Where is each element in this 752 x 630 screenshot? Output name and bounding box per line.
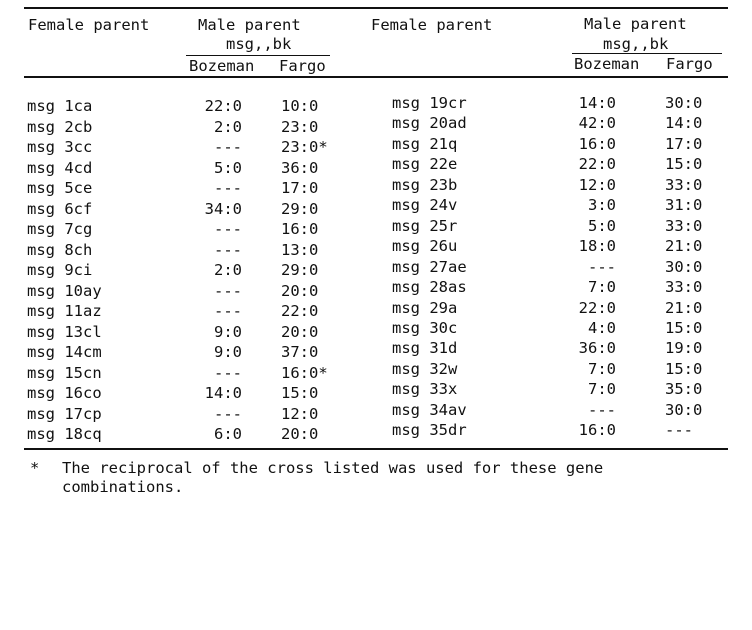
fargo-cell: 13:0	[281, 240, 319, 259]
female-parent-cell: msg 10ay	[27, 281, 102, 300]
female-parent-cell: msg 30c	[392, 318, 458, 337]
female-parent-cell: msg 29a	[392, 298, 458, 317]
bozeman-cell: 16:0	[578, 421, 616, 440]
male-parent-rule-right	[572, 53, 722, 54]
header-female-parent-right: Female parent	[371, 16, 493, 34]
fargo-cell: 23:0*	[281, 138, 328, 157]
fargo-cell: 22:0	[281, 302, 319, 321]
fargo-cell: 21:0	[665, 237, 703, 256]
fargo-cell: 15:0	[281, 384, 319, 403]
header-male-genotype-left: msg,,bk	[226, 35, 292, 53]
fargo-cell: 12:0	[281, 404, 319, 423]
bozeman-cell: 42:0	[578, 114, 616, 133]
female-parent-cell: msg 34av	[392, 400, 467, 419]
female-parent-cell: msg 27ae	[392, 257, 467, 276]
female-parent-cell: msg 26u	[392, 237, 458, 256]
female-parent-cell: msg 35dr	[392, 421, 467, 440]
bozeman-cell: 14:0	[204, 384, 242, 403]
fargo-cell: 29:0	[281, 199, 319, 218]
bozeman-cell: ---	[214, 281, 242, 300]
female-parent-cell: msg 1ca	[27, 97, 93, 115]
bozeman-cell: ---	[214, 404, 242, 423]
female-parent-cell: msg 16co	[27, 384, 102, 403]
bozeman-cell: 6:0	[214, 425, 242, 444]
bozeman-cell: 4:0	[588, 318, 616, 337]
fargo-cell: 23:0	[281, 117, 319, 136]
female-parent-cell: msg 21q	[392, 134, 458, 153]
female-parent-cell: msg 17cp	[27, 404, 102, 423]
header-fargo-right: Fargo	[666, 55, 713, 73]
female-parent-cell: msg 14cm	[27, 343, 102, 362]
header-male-parent-right: Male parent	[584, 15, 687, 33]
top-rule	[24, 7, 728, 9]
fargo-cell: 33:0	[665, 175, 703, 194]
bozeman-cell: 14:0	[578, 94, 616, 112]
female-parent-cell: msg 31d	[392, 339, 458, 358]
fargo-cell: 33:0	[665, 216, 703, 235]
fargo-cell: 21:0	[665, 298, 703, 317]
bozeman-cell: ---	[214, 240, 242, 259]
fargo-cell: 31:0	[665, 196, 703, 215]
fargo-cell: 29:0	[281, 261, 319, 280]
bozeman-cell: 9:0	[214, 322, 242, 341]
bozeman-cell: 12:0	[578, 175, 616, 194]
bottom-rule	[24, 448, 728, 450]
female-parent-cell: msg 8ch	[27, 240, 93, 259]
fargo-cell: 30:0	[665, 257, 703, 276]
bozeman-cell: ---	[214, 179, 242, 198]
header-bozeman-right: Bozeman	[574, 55, 640, 73]
female-parent-cell: msg 24v	[392, 196, 458, 215]
header-bozeman-left: Bozeman	[189, 57, 255, 75]
female-parent-cell: msg 23b	[392, 175, 458, 194]
bozeman-cell: ---	[588, 400, 616, 419]
bozeman-cell: 9:0	[214, 343, 242, 362]
female-parent-cell: msg 22e	[392, 155, 458, 174]
bozeman-cell: 5:0	[588, 216, 616, 235]
bozeman-cell: ---	[214, 363, 242, 382]
female-parent-cell: msg 19cr	[392, 94, 467, 112]
fargo-cell: 15:0	[665, 155, 703, 174]
bozeman-cell: 22:0	[204, 97, 242, 115]
fargo-cell: 16:0	[281, 220, 319, 239]
female-parent-cell: msg 9ci	[27, 261, 93, 280]
fargo-cell: 20:0	[281, 281, 319, 300]
bozeman-cell: 36:0	[578, 339, 616, 358]
fargo-cell: 19:0	[665, 339, 703, 358]
fargo-cell: 30:0	[665, 94, 703, 112]
female-parent-cell: msg 33x	[392, 380, 458, 399]
footnote-text: The reciprocal of the cross listed was used for these gene combinations.	[62, 459, 604, 496]
male-parent-rule-left	[186, 55, 330, 56]
bozeman-cell: 7:0	[588, 278, 616, 297]
female-parent-cell: msg 13cl	[27, 322, 102, 341]
fargo-cell: 33:0	[665, 278, 703, 297]
bozeman-cell: 7:0	[588, 359, 616, 378]
bozeman-cell: 16:0	[578, 134, 616, 153]
bozeman-cell: ---	[214, 220, 242, 239]
fargo-cell: 17:0	[281, 179, 319, 198]
fargo-cell: 16:0*	[281, 363, 328, 382]
header-rule	[24, 76, 728, 78]
header-male-genotype-right: msg,,bk	[603, 35, 669, 53]
header-female-parent-left: Female parent	[28, 16, 150, 34]
female-parent-cell: msg 7cg	[27, 220, 93, 239]
female-parent-cell: msg 4cd	[27, 158, 93, 177]
bozeman-cell: 22:0	[578, 298, 616, 317]
fargo-cell: 15:0	[665, 359, 703, 378]
bozeman-cell: 22:0	[578, 155, 616, 174]
bozeman-cell: ---	[214, 302, 242, 321]
bozeman-cell: 3:0	[588, 196, 616, 215]
fargo-cell: 37:0	[281, 343, 319, 362]
female-parent-cell: msg 2cb	[27, 117, 93, 136]
fargo-cell: 36:0	[281, 158, 319, 177]
female-parent-cell: msg 5ce	[27, 179, 93, 198]
header-fargo-left: Fargo	[279, 57, 326, 75]
fargo-cell: 30:0	[665, 400, 703, 419]
bozeman-cell: ---	[588, 257, 616, 276]
female-parent-cell: msg 32w	[392, 359, 458, 378]
female-parent-cell: msg 28as	[392, 278, 467, 297]
female-parent-cell: msg 18cq	[27, 425, 102, 444]
footnote-marker: *	[30, 459, 40, 477]
fargo-cell: 20:0	[281, 322, 319, 341]
bozeman-cell: 18:0	[578, 237, 616, 256]
header-male-parent-left: Male parent	[198, 16, 301, 34]
bozeman-cell: 2:0	[214, 117, 242, 136]
bozeman-cell: 7:0	[588, 380, 616, 399]
fargo-cell: ---	[665, 421, 693, 440]
fargo-cell: 17:0	[665, 134, 703, 153]
female-parent-cell: msg 20ad	[392, 114, 467, 133]
fargo-cell: 20:0	[281, 425, 319, 444]
bozeman-cell: 2:0	[214, 261, 242, 280]
fargo-cell: 14:0	[665, 114, 703, 133]
bozeman-cell: ---	[214, 138, 242, 157]
bozeman-cell: 5:0	[214, 158, 242, 177]
bozeman-cell: 34:0	[204, 199, 242, 218]
fargo-cell: 10:0	[281, 97, 319, 115]
female-parent-cell: msg 3cc	[27, 138, 93, 157]
fargo-cell: 35:0	[665, 380, 703, 399]
female-parent-cell: msg 6cf	[27, 199, 93, 218]
fargo-cell: 15:0	[665, 318, 703, 337]
female-parent-cell: msg 25r	[392, 216, 458, 235]
female-parent-cell: msg 11az	[27, 302, 102, 321]
female-parent-cell: msg 15cn	[27, 363, 102, 382]
